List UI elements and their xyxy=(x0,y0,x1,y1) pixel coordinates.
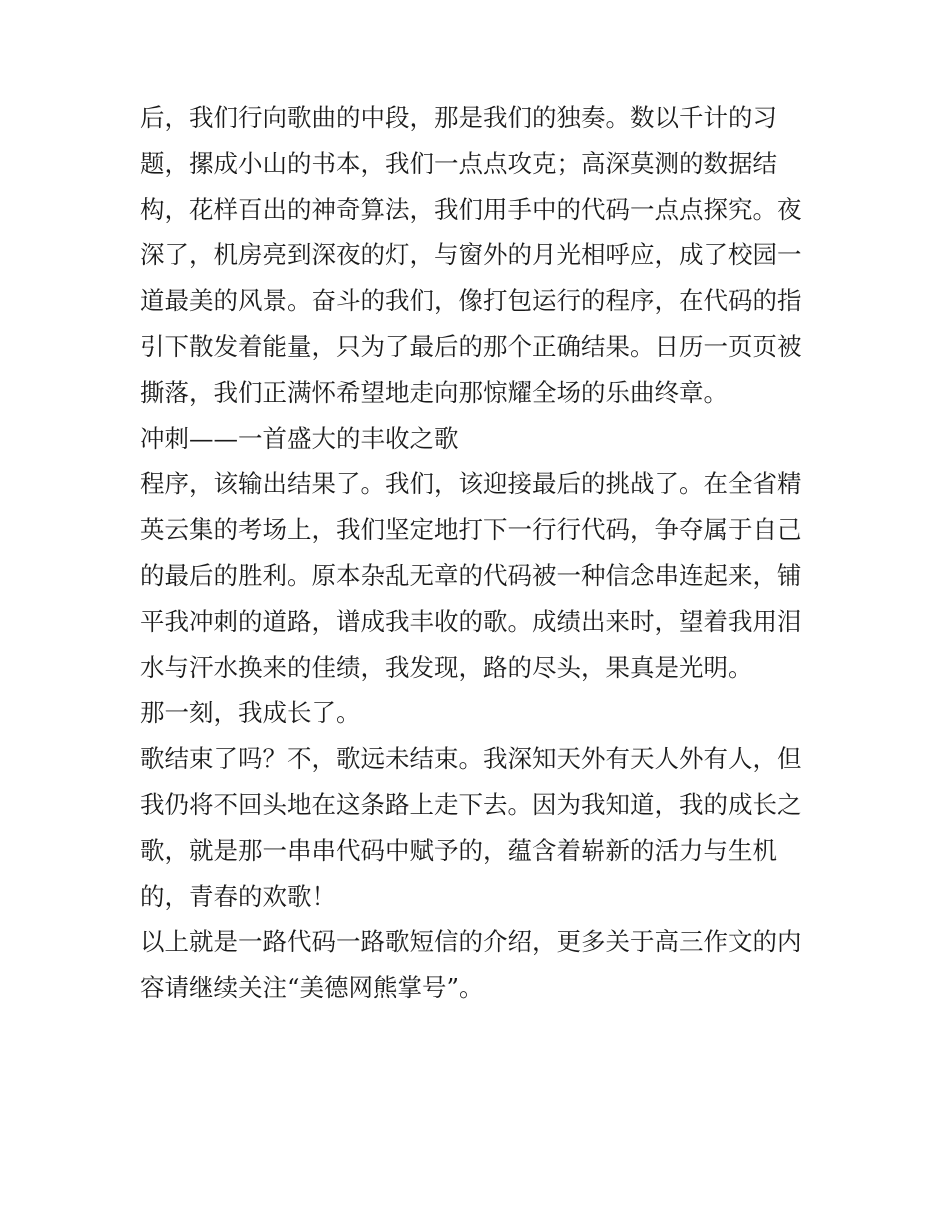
text-line: 歌结束了吗？不，歌远未结束。我深知天外有天人外有人，但 xyxy=(140,744,802,774)
text-line: 道最美的风景。奋斗的我们，像打包运行的程序，在代码的指 xyxy=(140,286,802,316)
text-line: 英云集的考场上，我们坚定地打下一行行代码，争夺属于自己 xyxy=(140,515,802,545)
text-line: 那一刻，我成长了。 xyxy=(140,698,361,728)
text-line: 程序，该输出结果了。我们，该迎接最后的挑战了。在全省精 xyxy=(140,469,802,499)
text-line: 水与汗水换来的佳绩，我发现，路的尽头，果真是光明。 xyxy=(140,652,753,682)
text-line: 我仍将不回头地在这条路上走下去。因为我知道，我的成长之 xyxy=(140,789,802,819)
text-line: 撕落，我们正满怀希望地走向那惊耀全场的乐曲终章。 xyxy=(140,377,728,407)
text-line: 平我冲刺的道路，谱成我丰收的歌。成绩出来时，望着我用泪 xyxy=(140,606,802,636)
body-text xyxy=(140,103,820,1022)
text-line: 深了，机房亮到深夜的灯，与窗外的月光相呼应，成了校园一 xyxy=(140,240,802,270)
text-line: 容请继续关注“美德网熊掌号”。 xyxy=(140,973,484,1003)
section-heading: 冲刺——一首盛大的丰收之歌 xyxy=(140,423,459,453)
text-line: 构，花样百出的神奇算法，我们用手中的代码一点点探究。夜 xyxy=(140,194,802,224)
text-line: 以上就是一路代码一路歌短信的介绍，更多关于高三作文的内 xyxy=(140,927,802,957)
text-line: 的最后的胜利。原本杂乱无章的代码被一种信念串连起来，铺 xyxy=(140,560,802,590)
text-line: 引下散发着能量，只为了最后的那个正确结果。日历一页页被 xyxy=(140,331,802,361)
text-line: 歌，就是那一串串代码中赋予的，蕴含着崭新的活力与生机 xyxy=(140,835,777,865)
text-line: 的，青春的欢歌！ xyxy=(140,881,336,911)
text-line: 后，我们行向歌曲的中段，那是我们的独奏。数以千计的习 xyxy=(140,103,777,132)
text-line: 题，摞成小山的书本，我们一点点攻克；高深莫测的数据结 xyxy=(140,148,777,178)
